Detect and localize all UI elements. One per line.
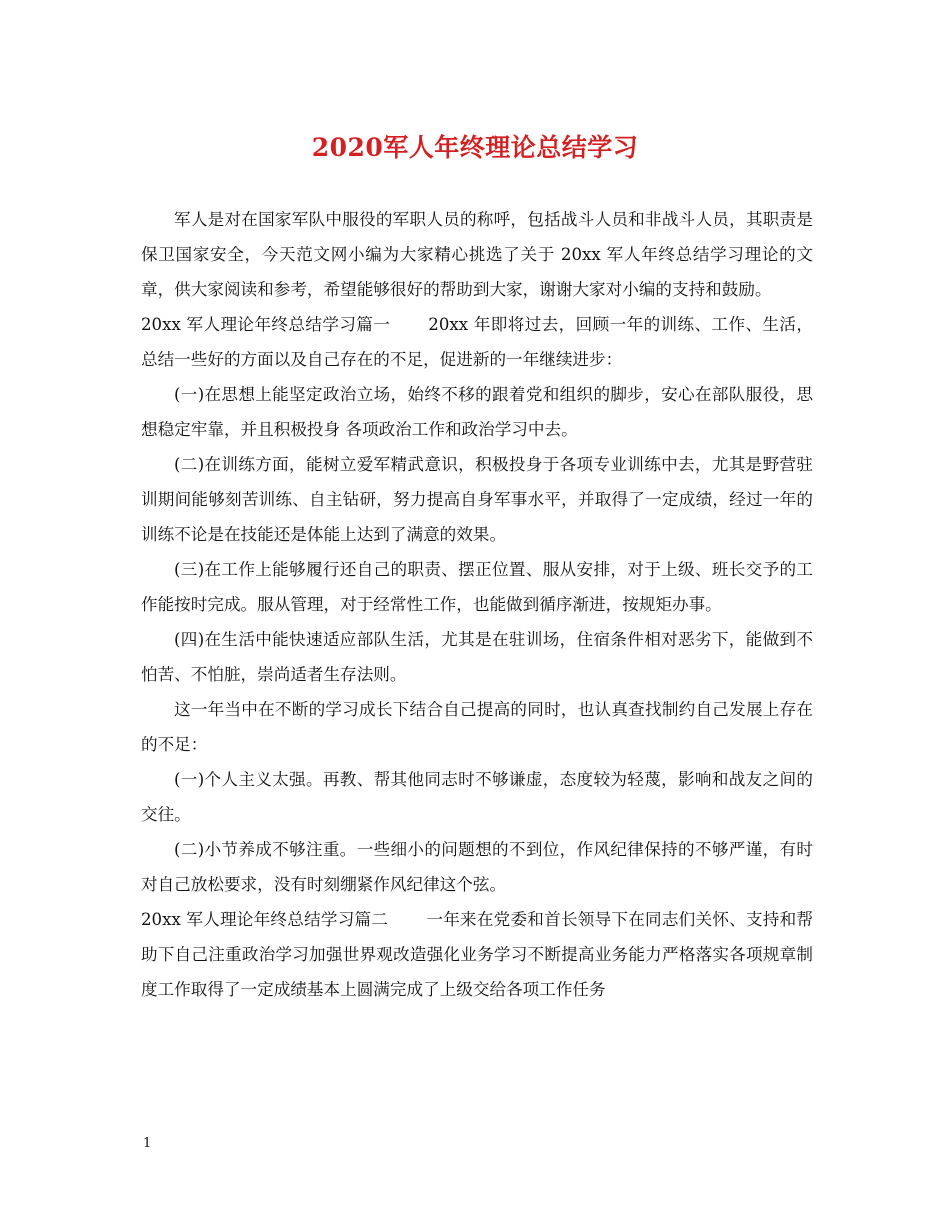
paragraph-point-4: (四)在生活中能快速适应部队生活，尤其是在驻训场，住宿条件相对恶劣下，能做到不怕苦、不怕脏，崇尚适者生存法则。	[141, 630, 813, 684]
paragraph-point-1: (一)在思想上能坚定政治立场，始终不移的跟着党和组织的脚步，安心在部队服役，思想稳定牢靠，并且积极投身 各项政治工作和政治学习中去。	[141, 385, 813, 439]
section-1-heading: 20xx 军人理论年终总结学习篇一	[141, 315, 391, 334]
document-title: 2020军人年终理论总结学习	[311, 133, 639, 162]
paragraph-shortcoming-2: (二)小节养成不够注重。一些细小的问题想的不到位，作风纪律保持的不够严谨，有时对自己放松要求，没有时刻绷紧作风纪律这个弦。	[141, 840, 813, 894]
page-number: 1	[143, 1136, 152, 1151]
section-2-heading: 20xx 军人理论年终总结学习篇二	[141, 910, 389, 929]
paragraph-shortcoming-1: (一)个人主义太强。再教、帮其他同志时不够谦虚，态度较为轻蔑，影响和战友之间的交往。	[141, 770, 813, 824]
section-2-text: 一年来在党委和首长领导下在同志们关怀、支持和帮助下自己注重政治学习加强世界观改造强化业务学习不断提高业务能力严格落实各项规章制度工作取得了一定成绩基本上圆满完成了上级交给各项工作任务	[141, 910, 814, 999]
section-1-text: 20xx 年即将过去，回顾一年的训练、工作、生活，总结一些好的方面以及自己存在的不足，促进新的一年继续进步：	[141, 315, 813, 369]
paragraph-point-2: (二)在训练方面，能树立爱军精武意识，积极投身于各项专业训练中去，尤其是野营驻训期间能够刻苦训练、自主钻研，努力提高自身军事水平，并取得了一定成绩，经过一年的训练不论是在技能还是体能上达到了满意的效果。	[141, 455, 813, 544]
paragraph-shortcomings-intro: 这一年当中在不断的学习成长下结合自己提高的同时，也认真查找制约自己发展上存在的不足：	[141, 700, 813, 754]
paragraph-section-2	[141, 902, 813, 1007]
paragraph-section-1	[141, 307, 813, 377]
paragraph-intro: 军人是对在国家军队中服役的军职人员的称呼，包括战斗人员和非战斗人员，其职责是保卫国家安全，今天范文网小编为大家精心挑选了关于 20xx 军人年终总结学习理论的文章，供大家阅读和参考，希望能够很好的帮助到大家，谢谢大家对小编的支持和鼓励。	[141, 210, 813, 299]
paragraph-point-3: (三)在工作上能够履行还自己的职责、摆正位置、服从安排，对于上级、班长交予的工作能按时完成。服从管理，对于经常性工作，也能做到循序渐进，按规矩办事。	[141, 560, 813, 614]
document-body	[141, 202, 813, 1007]
